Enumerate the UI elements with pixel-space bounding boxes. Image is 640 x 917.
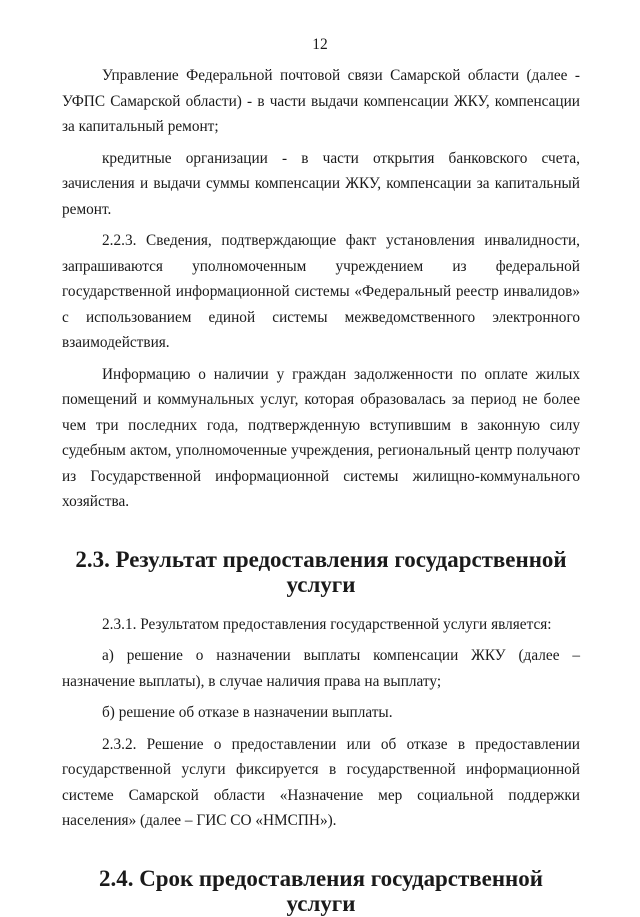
document-body xyxy=(62,63,580,917)
paragraph-ufps: Управление Федеральной почтовой связи Самарской области (далее - УФПС Самарской области) - в части выдачи компенсации ЖКУ, компенсации за капитальный ремонт; xyxy=(62,67,580,135)
paragraph-item-b: б) решение об отказе в назначении выплаты. xyxy=(102,704,393,721)
paragraph-credit-organizations: кредитные организации - в части открытия банковского счета, зачисления и выдачи суммы компенсации ЖКУ, компенсации за капитальный ремонт. xyxy=(62,149,580,218)
paragraph-2-3-2: 2.3.2. Решение о предоставлении или об отказе в предоставлении государственной услуги фиксируется в государственной информационной системе Самарской области «Назначение мер социальной поддержки населения» (далее – ГИС СО «НМСПН»). xyxy=(62,735,580,829)
page-number: 12 xyxy=(312,36,328,53)
section-heading-2-4: 2.4. Срок предоставления государственной услуги xyxy=(99,865,543,916)
paragraph-2-3-1: 2.3.1. Результатом предоставления государственной услуги является: xyxy=(102,615,552,633)
paragraph-item-a: а) решение о назначении выплаты компенсации ЖКУ (далее – назначение выплаты), в случае наличия права на выплату; xyxy=(62,647,580,690)
paragraph-debt-information: Информацию о наличии у граждан задолженности по оплате жилых помещений и коммунальных услуг, которая образовалась за период не более чем три последних года, подтвержденную вступившим в законную силу судебным актом, уполномоченные учреждения, региональный центр получают из Государственной информационной системы жилищно-коммунального хозяйства. xyxy=(62,365,580,510)
section-heading-2-3: 2.3. Результат предоставления государственной услуги xyxy=(75,546,567,597)
paragraph-2-2-3: 2.2.3. Сведения, подтверждающие факт установления инвалидности, запрашиваются уполномоченным учреждением из федеральной государственной информационной системы «Федеральный реестр инвалидов» с использованием единой системы межведомственного электронного взаимодействия. xyxy=(62,232,580,351)
